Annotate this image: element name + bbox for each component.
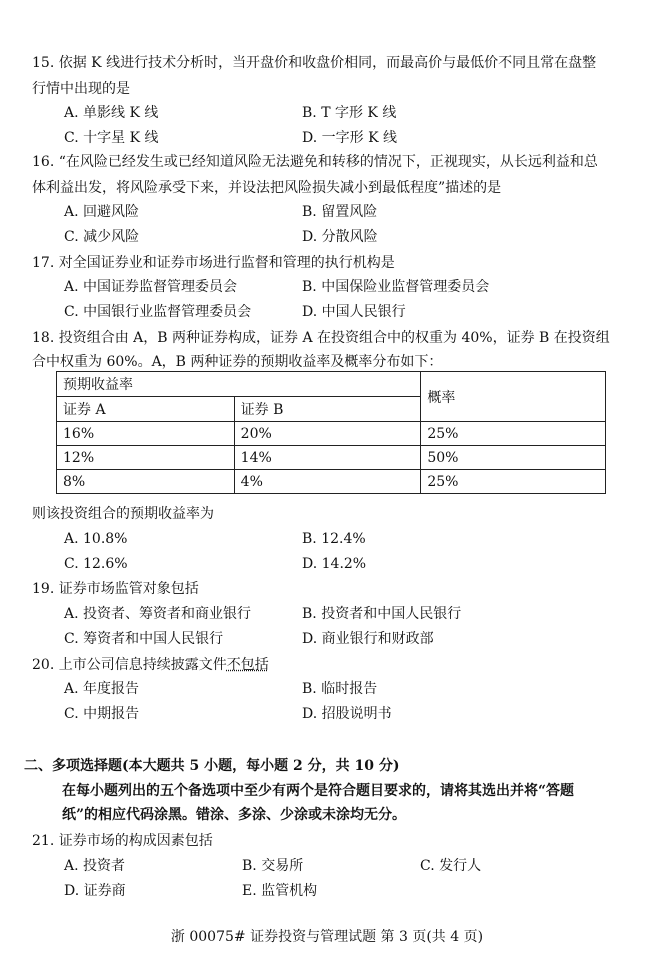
q17-option-b: B. 中国保险业监督管理委员会	[302, 279, 490, 295]
q21-option-e: E. 监管机构	[242, 883, 318, 899]
q18-return-table	[56, 371, 606, 494]
q18-option-a: A. 10.8%	[64, 531, 128, 547]
q21-option-c: C. 发行人	[420, 858, 482, 874]
table-header-security-a: 证券 A	[57, 397, 235, 422]
table-header-probability: 概率	[421, 372, 606, 422]
q15-stem-line2: 行情中出现的是	[32, 81, 130, 97]
table-cell-b: 14%	[234, 446, 421, 470]
table-header-expected-return: 预期收益率	[57, 372, 421, 397]
q21-option-b: B. 交易所	[242, 858, 304, 874]
q15-option-d: D. 一字形 K 线	[302, 130, 397, 146]
q16-option-c: C. 减少风险	[64, 229, 140, 245]
q15-stem-line1: 15. 依据 K 线进行技术分析时，当开盘价和收盘价相同，而最高价与最低价不同且常在盘整	[32, 55, 597, 71]
q20-option-b: B. 临时报告	[302, 681, 378, 697]
table-cell-a: 8%	[57, 470, 235, 494]
table-cell-prob: 25%	[421, 422, 606, 446]
q18-stem-line2: 合中权重为 60%。A，B 两种证券的预期收益率及概率分布如下：	[32, 354, 443, 370]
q20-option-d: D. 招股说明书	[302, 706, 392, 722]
q19-stem: 19. 证券市场监管对象包括	[32, 581, 199, 597]
q16-option-b: B. 留置风险	[302, 204, 378, 220]
page-footer: 浙 00075# 证券投资与管理试题 第 3 页(共 4 页)	[170, 929, 484, 945]
table-cell-b: 4%	[234, 470, 421, 494]
section2-instruction-line1: 在每小题列出的五个备选项中至少有两个是符合题目要求的，请将其选出并将“答题	[62, 783, 575, 799]
q16-option-a: A. 回避风险	[64, 204, 140, 220]
q19-option-b: B. 投资者和中国人民银行	[302, 606, 462, 622]
q18-option-c: C. 12.6%	[64, 556, 128, 572]
q18-option-b: B. 12.4%	[302, 531, 366, 547]
q19-option-c: C. 筹资者和中国人民银行	[64, 631, 224, 647]
q20-stem	[32, 656, 269, 674]
table-cell-a: 16%	[57, 422, 235, 446]
table-header-security-b: 证券 B	[234, 397, 421, 422]
q17-option-d: D. 中国人民银行	[302, 304, 406, 320]
q20-stem-text: 20. 上市公司信息持续披露文件	[32, 657, 227, 673]
table-cell-prob: 25%	[421, 470, 606, 494]
q21-stem: 21. 证券市场的构成因素包括	[32, 833, 213, 849]
q18-stem-line3: 则该投资组合的预期收益率为	[32, 506, 214, 522]
q15-option-b: B. T 字形 K 线	[302, 105, 397, 121]
q20-option-c: C. 中期报告	[64, 706, 140, 722]
q19-option-a: A. 投资者、筹资者和商业银行	[64, 606, 252, 622]
q16-stem-line1: 16. “在风险已经发生或已经知道风险无法避免和转移的情况下，正视现实，从长远利益和总	[32, 154, 598, 170]
q19-option-d: D. 商业银行和财政部	[302, 631, 434, 647]
q17-option-a: A. 中国证券监督管理委员会	[64, 279, 238, 295]
q18-stem-line1: 18. 投资组合由 A，B 两种证券构成，证券 A 在投资组合中的权重为 40%，证券 B 在投资组	[32, 330, 610, 346]
table-row	[57, 422, 606, 446]
q21-option-a: A. 投资者	[64, 858, 126, 874]
q21-option-d: D. 证券商	[64, 883, 126, 899]
q17-option-c: C. 中国银行业监督管理委员会	[64, 304, 252, 320]
section2-instruction-line2: 纸”的相应代码涂黑。错涂、多涂、少涂或未涂均无分。	[62, 807, 407, 823]
q20-stem-emphasis: 不包括	[226, 657, 269, 673]
table-cell-prob: 50%	[421, 446, 606, 470]
table-cell-a: 12%	[57, 446, 235, 470]
table-cell-b: 20%	[234, 422, 421, 446]
q20-option-a: A. 年度报告	[64, 681, 140, 697]
table-row	[57, 446, 606, 470]
q16-stem-line2: 体利益出发，将风险承受下来，并设法把风险损失减小到最低程度”描述的是	[32, 180, 502, 196]
table-row	[57, 470, 606, 494]
q15-option-c: C. 十字星 K 线	[64, 130, 159, 146]
q17-stem: 17. 对全国证券业和证券市场进行监督和管理的执行机构是	[32, 255, 395, 271]
q15-option-a: A. 单影线 K 线	[64, 105, 159, 121]
q18-option-d: D. 14.2%	[302, 556, 367, 572]
q16-option-d: D. 分散风险	[302, 229, 378, 245]
section2-title: 二、多项选择题(本大题共 5 小题，每小题 2 分，共 10 分)	[24, 758, 400, 774]
